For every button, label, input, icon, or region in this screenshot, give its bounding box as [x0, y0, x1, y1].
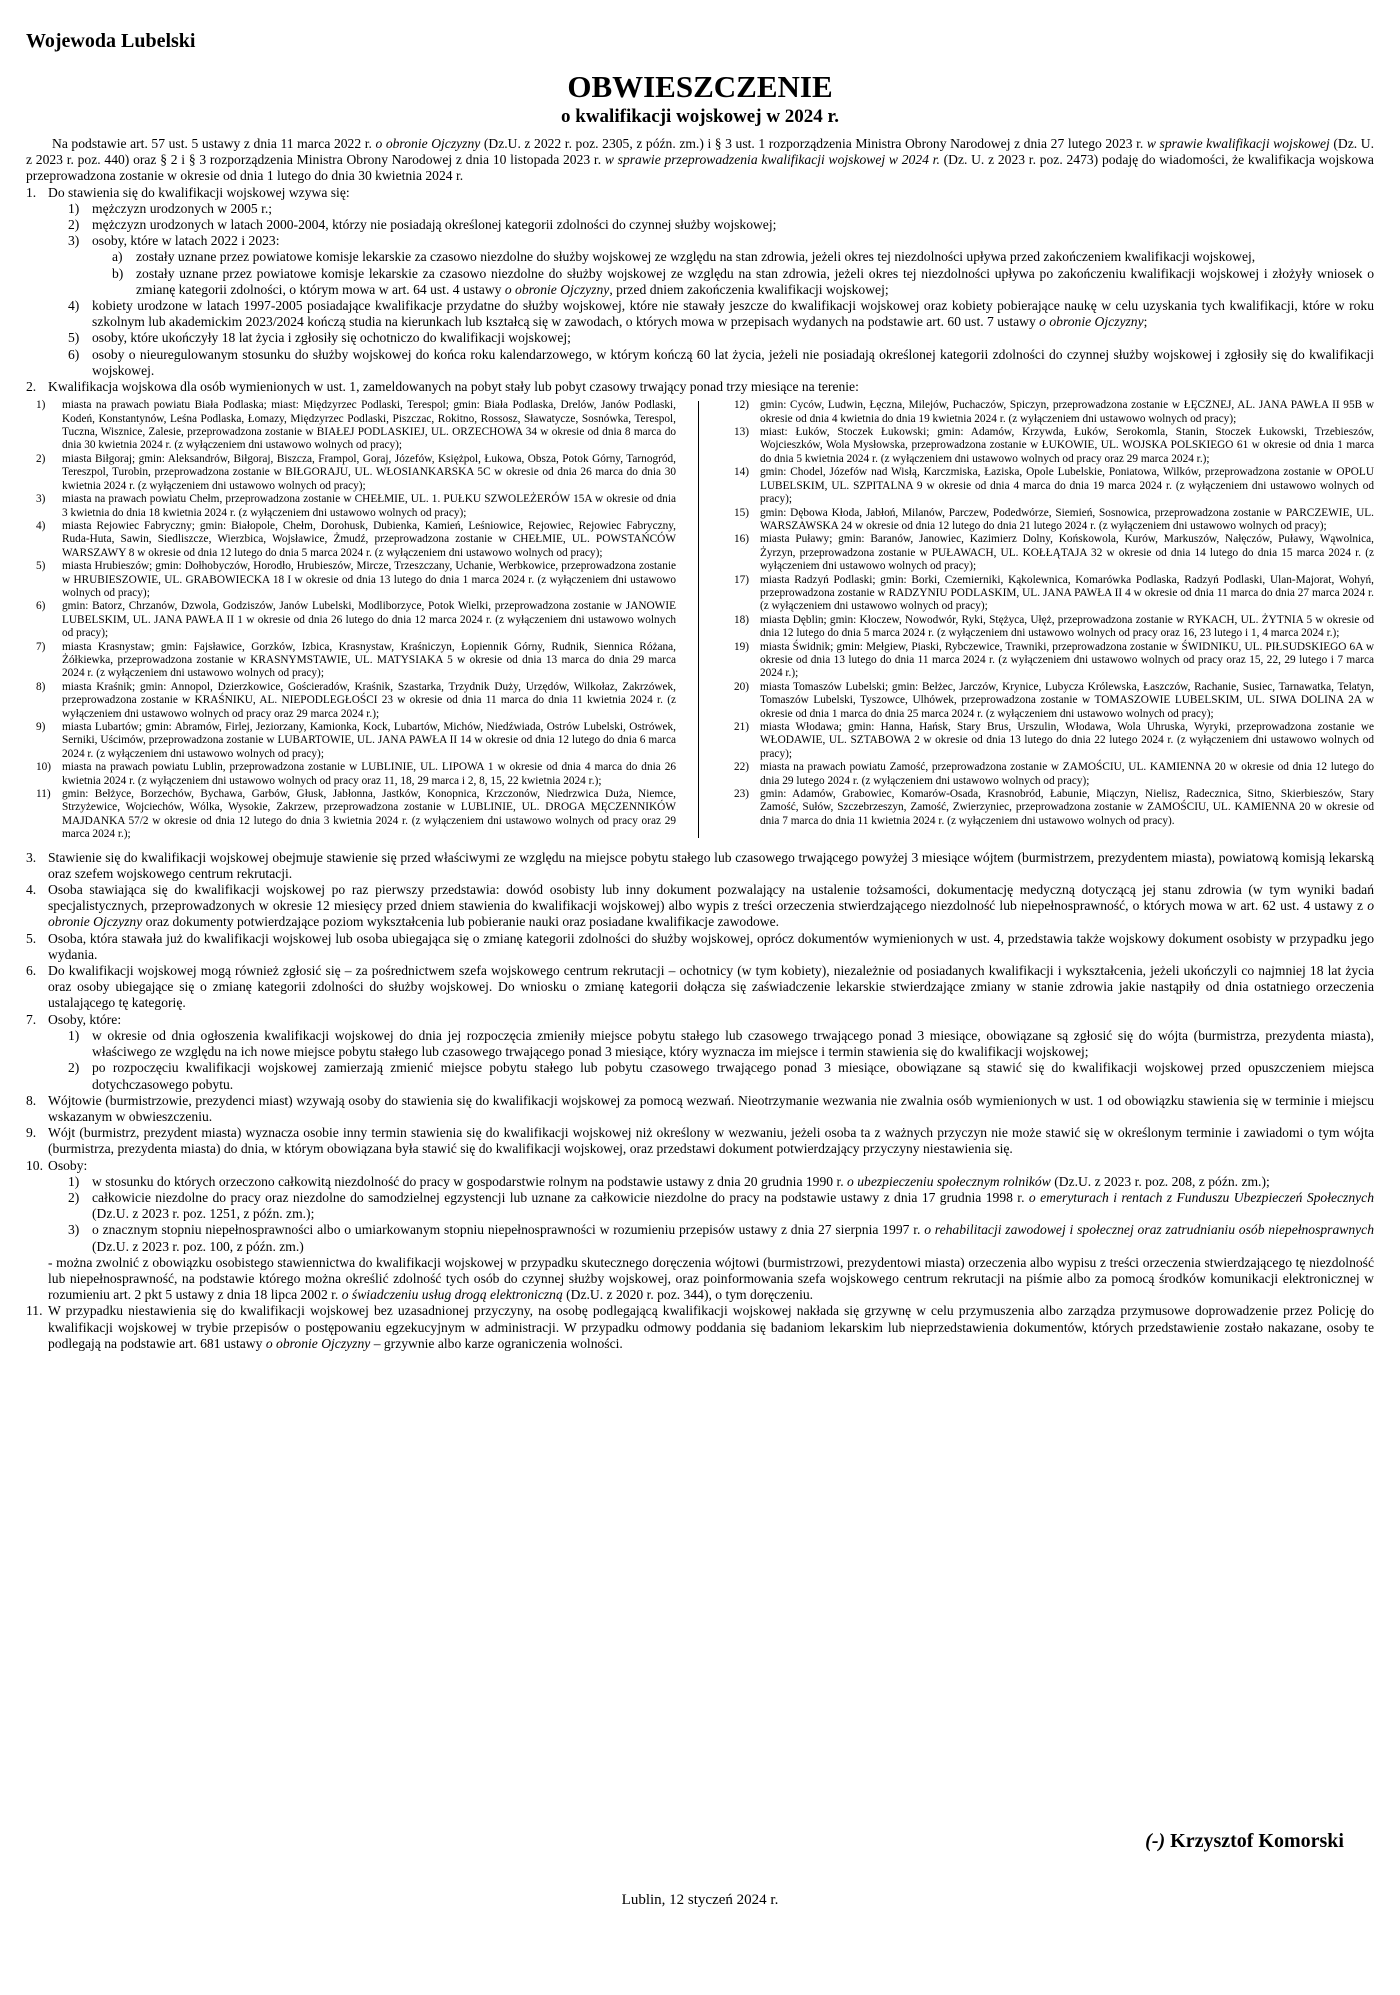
item-number: 2) — [68, 1189, 80, 1205]
column-divider — [698, 401, 699, 837]
intro-act-title: o obronie Ojczyzny — [375, 136, 481, 151]
section-text: Wójt (burmistrz, prezydent miasta) wyznacza osobie inny termin stawienia się do kwalifikacji wojskowej niż określony w wezwaniu, jeżeli osoba ta z ważnych przyczyn nie może stawić się w określonym terminie i zawiadomi o tym wójta (burmistrza, prezydenta miasta) do dnia, w którym obowiązana była stawić się do kwalifikacji wojskowej, oraz przedstawi dokument potwierdzający przyczyny niestawienia się. — [48, 1125, 1374, 1157]
section-text: Osoba, która stawała już do kwalifikacji wojskowej lub osoba ubiegająca się o zmianę kategorii zdolności do służby wojskowej, oprócz dokumentów wymienionych w ust. 4, przedstawia także wojskowy dokument osobisty w przypadku jego wydania. — [48, 930, 1374, 962]
area-text: gmin: Bełżyce, Borzechów, Bychawa, Garbów, Głusk, Jabłonna, Jastków, Konopnica, Krzczonów, Niedrzwica Duża, Niemce, Strzyżewice, Wojciechów, Wólka, Wysokie, Zakrzew, przeprowadzona zostanie w LUBLINIE, UL. DROGA MĘCZENNIKÓW MAJDANKA 57/2 w okresie od dnia 12 lutego do dnia 3 kwietnia 2024 r. (z wyłączeniem dni ustawowo wolnych od pracy oraz 29 marca 2024 r.); — [62, 788, 676, 841]
section-number: 5. — [26, 930, 37, 946]
area-number: 13) — [734, 426, 750, 439]
list-item — [48, 201, 1374, 217]
area-text: miast: Łuków, Stoczek Łukowski; gmin: Adamów, Krzywda, Łuków, Serokomla, Stanin, Stoczek Łukowski, Trzebieszów, Wojcieszków, Wola Mysłowska, przeprowadzona zostanie w ŁUKOWIE, UL. WOJSKA POLSKIEGO 61 w okresie od dnia 1 marca do dnia 5 kwietnia 2024 r. (z wyłączeniem dni ustawowo wolnych od pracy oraz 29 marca 2024 r.); — [760, 426, 1374, 465]
area-text: gmin: Adamów, Grabowiec, Komarów-Osada, Krasnobród, Łabunie, Miączyn, Nielisz, Radecznica, Sitno, Skierbieszów, Stary Zamość, Sułów, Szczebrzeszyn, Zamość, Zwierzyniec, przeprowadzona zostanie w ZAMOŚCIU, UL. KAMIENNA 20 w okresie od dnia 7 marca do dnia 11 kwietnia 2024 r. (z wyłączeniem dni ustawowo wolnych od pracy). — [760, 788, 1374, 827]
area-number: 18) — [734, 613, 750, 626]
area-item — [724, 614, 1374, 641]
area-number: 15) — [734, 506, 750, 519]
document-title: OBWIESZCZENIE — [567, 69, 833, 104]
area-text: miasta Biłgoraj; gmin: Aleksandrów, Biłgoraj, Biszcza, Frampol, Goraj, Józefów, Księżpol, Łukowa, Obsza, Potok Górny, Tarnogród, Tereszpol, Turobin, przeprowadzona zostanie w BIŁGORAJU, UL. WŁOSIANKARSKA 5C w okresie od dnia 26 marca do dnia 30 kwietnia 2024 r. (z wyłączeniem dni ustawowo wolnych od pracy); — [62, 452, 676, 492]
section-10 — [26, 1158, 1374, 1304]
area-text: miasta na prawach powiatu Chełm, przeprowadzona zostanie w CHEŁMIE, UL. 1. PUŁKU SZWOLEŻERÓW 15A w okresie od dnia 3 kwietnia do dnia 18 kwietnia 2024 r. (z wyłączeniem dni ustawowo wolnych od pracy); — [62, 493, 676, 519]
area-number: 9) — [36, 721, 46, 733]
item-text: osoby, które w latach 2022 i 2023: — [92, 233, 280, 249]
section-text: – grzywnie albo karze ograniczenia wolności. — [373, 1335, 623, 1351]
item-number: 1) — [68, 1027, 80, 1043]
area-number: 2) — [36, 452, 46, 465]
act-title: o obronie Ojczyzny — [48, 898, 1374, 930]
section-text: Osoby: — [48, 1157, 88, 1173]
area-text: gmin: Dębowa Kłoda, Jabłoń, Milanów, Parczew, Podedwórze, Siemień, Sosnowica, przeprowadzona zostanie w PARCZEWIE, UL. WARSZAWSKA 24 w okresie od dnia 12 lutego do dnia 21 lutego 2024 r. (z wyłączeniem dni ustawowo wolnych od pracy); — [760, 506, 1374, 532]
item-text: kobiety urodzone w latach 1997-2005 posiadające kwalifikacje przydatne do służby wojskowej, które nie stawały jeszcze do kwalifikacji wojskowej oraz kobiety pobierające naukę w celu uzyskania tych kwalifikacji, które w roku szkolnym lub akademickim 2023/2024 kończą studia na kierunkach lub kształcą się w zawodach, o których mowa w przepisach wydanych na podstawie art. 60 ust. 7 ustawy — [92, 298, 1374, 330]
item-text: osoby o nieuregulowanym stosunku do służby wojskowej do końca roku kalendarzowego, w którym kończą 60 lat życia, jeżeli nie posiadają określonej kategorii zdolności do czynnej służby wojskowej i zgłosiły się do kwalifikacji wojskowej. — [92, 346, 1374, 378]
area-item — [26, 600, 676, 640]
act-title: o emeryturach i rentach z Funduszu Ubezpieczeń Społecznych — [1028, 1189, 1375, 1205]
area-text: miasta Świdnik; gmin: Mełgiew, Piaski, Rybczewice, Trawniki, przeprowadzona zostanie w ŚWIDNIKU, UL. PIŁSUDSKIEGO 6A w okresie od dnia 13 lutego do dnia 11 marca 2024 r. (z wyłączeniem dni ustawowo wolnych od pracy oraz 15, 22, 29 lutego i 7 marca 2024 r.); — [760, 640, 1374, 680]
act-title: o obronie Ojczyzny — [504, 281, 610, 297]
section-number: 11. — [26, 1303, 43, 1319]
item-text: ; — [1143, 314, 1148, 330]
issuing-authority: Wojewoda Lubelski — [26, 30, 196, 52]
section-6 — [26, 963, 1374, 1012]
area-number: 11) — [36, 788, 51, 801]
section-number: 3. — [26, 849, 37, 865]
list-item — [48, 347, 1374, 379]
area-number: 10) — [36, 761, 52, 774]
item-text: całkowicie niezdolne do pracy oraz niezdolne do samodzielnej egzystencji lub uznane za całkowicie niezdolne do pracy na podstawie ustawy z dnia 17 grudnia 1998 r. — [92, 1189, 1025, 1205]
document-body — [26, 136, 1374, 1352]
area-text: gmin: Cyców, Ludwin, Łęczna, Milejów, Puchaczów, Spiczyn, przeprowadzona zostanie w ŁĘCZNEJ, AL. JANA PAWŁA II 95B w okresie od dnia 4 kwietnia do dnia 19 kwietnia 2024 r. (z wyłączeniem dni ustawowo wolnych od pracy); — [760, 399, 1374, 425]
areas-left-column — [26, 399, 676, 841]
section-10-conclusion — [48, 1255, 1374, 1304]
act-title: o świadczeniu usług drogą elektroniczną — [341, 1287, 563, 1303]
area-number: 22) — [734, 761, 750, 774]
area-text: miasta Tomaszów Lubelski; gmin: Bełżec, Jarczów, Krynice, Lubycza Królewska, Łaszczów, Rachanie, Susiec, Tarnawatka, Telatyn, Tomaszów Lubelski, Tyszowce, Ulhówek, przeprowadzona zostanie w TOMASZOWIE LUBELSKIM, UL. SIWA DOLINA 2A w okresie od dnia 1 marca do dnia 25 marca 2024 r. (z wyłączeniem dni ustawowo wolnych od pracy); — [760, 680, 1374, 720]
item-text: o znacznym stopniu niepełnosprawności albo o umiarkowanym stopniu niepełnosprawności w rozumieniu przepisów ustawy z dnia 27 sierpnia 1997 r. — [92, 1222, 921, 1238]
section-2 — [26, 379, 1374, 395]
intro-text: (Dz. U. z 2023 r. poz. 2473) podaję do wiadomości, że kwalifikacja wojskowa przeprowadzona zostanie w okresie od dnia 1 lutego do dnia 30 kwietnia 2024 r. — [26, 152, 1374, 184]
area-item — [724, 466, 1374, 506]
item-text: , przed dniem zakończenia kwalifikacji wojskowej; — [609, 281, 889, 297]
item-number: 4) — [68, 298, 80, 314]
section-number: 2. — [26, 379, 37, 395]
area-item — [26, 761, 676, 788]
area-text: miasta Hrubieszów; gmin: Dołhobyczów, Horodło, Hrubieszów, Mircze, Trzeszczany, Uchanie, Werbkowice, przeprowadzona zostanie w HRUBIESZOWIE, UL. GRABOWIECKA 18 I w okresie od dnia 13 lutego do dnia 1 marca 2024 r. (z wyłączeniem dni ustawowo wolnych od pracy); — [62, 560, 676, 599]
area-item — [724, 426, 1374, 466]
section-text: Osoba stawiająca się do kwalifikacji wojskowej po raz pierwszy przedstawia: dowód osobisty lub inny dokument pozwalający na ustalenie tożsamości, dokumentację medyczną dotyczącą jej stanu zdrowia (w tym wyniki badań specjalistycznych, przeprowadzonych w okresie 12 miesięcy przed dniem stawienia do kwalifikacji wojskowej) albo wypis z treści orzeczenia stwierdzającego niezdolność lub niepełnosprawność, o których mowa w art. 62 ust. 4 ustawy z — [48, 882, 1374, 914]
area-text: miasta Lubartów; gmin: Abramów, Firlej, Jeziorzany, Kamionka, Kock, Lubartów, Michów, Niedźwiada, Ostrów Lubelski, Ostrówek, Serniki, Uścimów, przeprowadzona zostanie w LUBARTOWIE, UL. JANA PAWŁA II 14 w okresie od dnia 12 lutego do dnia 6 marca 2024 r. (z wyłączeniem dni ustawowo wolnych od pracy); — [62, 721, 676, 760]
section-number: 10. — [26, 1157, 43, 1173]
area-item — [26, 520, 676, 560]
area-text: miasta Puławy; gmin: Baranów, Janowiec, Kazimierz Dolny, Końskowola, Kurów, Markuszów, Nałęczów, Puławy, Wąwolnica, Żyrzyn, przeprowadzona zostanie w PUŁAWACH, UL. KOŁŁĄTAJA 32 w okresie od dnia 14 lutego do dnia 15 marca 2024 r. (z wyłączeniem dni ustawowo wolnych od pracy); — [760, 533, 1374, 573]
area-item — [26, 453, 676, 493]
area-number: 3) — [36, 493, 46, 506]
area-item — [724, 641, 1374, 681]
section-5 — [26, 931, 1374, 963]
item-number: 1) — [68, 1173, 80, 1189]
area-item — [26, 721, 676, 761]
area-item — [26, 399, 676, 453]
area-text: miasta na prawach powiatu Zamość, przeprowadzona zostanie w ZAMOŚCIU, UL. KAMIENNA 20 w okresie od dnia 12 lutego do dnia 29 lutego 2024 r. (z wyłączeniem dni ustawowo wolnych od pracy); — [760, 761, 1374, 787]
area-number: 17) — [734, 573, 750, 586]
section-4 — [26, 882, 1374, 931]
area-number: 21) — [734, 721, 750, 733]
section-number: 9. — [26, 1125, 37, 1141]
list-item — [48, 1174, 1374, 1190]
area-item — [26, 788, 676, 842]
area-number: 8) — [36, 680, 46, 693]
item-number: 1) — [68, 200, 80, 216]
intro-act-title: w sprawie kwalifikacji wojskowej — [1146, 136, 1330, 151]
document-subtitle: o kwalifikacji wojskowej w 2024 r. — [561, 106, 839, 127]
item-text: mężczyzn urodzonych w 2005 r.; — [92, 200, 273, 216]
area-text: miasta Włodawa; gmin: Hanna, Hańsk, Stary Brus, Urszulin, Włodawa, Wola Uhruska, Wyryki, przeprowadzona zostanie we WŁODAWIE, UL. SZTABOWA 2 w okresie od dnia 13 lutego do dnia 22 lutego 2024 r. (z wyłączeniem dni ustawowo wolnych od pracy); — [760, 721, 1374, 760]
area-number: 4) — [36, 519, 46, 532]
section-10-items — [48, 1174, 1374, 1255]
area-text: miasta na prawach powiatu Lublin, przeprowadzona zostanie w LUBLINIE, UL. LIPOWA 1 w okresie od dnia 4 marca do dnia 26 kwietnia 2024 r. (z wyłączeniem dni ustawowo wolnych od pracy oraz 11, 18, 29 marca i 2, 8, 15, 22 kwietnia 2024 r.); — [62, 761, 676, 787]
list-item — [48, 233, 1374, 298]
intro-text: (Dz.U. z 2022 r. poz. 2305, z późn. zm.) i § 3 ust. 1 rozporządzenia Ministra Obrony Narodowej z dnia 27 lutego 2023 r. — [483, 136, 1144, 151]
area-item — [724, 788, 1374, 828]
item-text: (Dz.U. z 2023 r. poz. 208, z późn. zm.); — [1054, 1173, 1270, 1189]
area-number: 14) — [734, 466, 750, 479]
list-item — [48, 330, 1374, 346]
area-text: miasta Krasnystaw; gmin: Fajsławice, Gorzków, Izbica, Krasnystaw, Kraśniczyn, Łopiennik Górny, Rudnik, Siennica Różana, Żółkiewka, przeprowadzona zostanie w KRASNYMSTAWIE, UL. MATYSIAKA 5 w okresie od dnia 13 marca do dnia 29 marca 2024 r. (z wyłączeniem dni ustawowo wolnych od pracy); — [62, 640, 676, 680]
act-title: o rehabilitacji zawodowej i społecznej oraz zatrudnianiu osób niepełnosprawnych — [924, 1222, 1374, 1238]
item-text: (Dz.U. z 2023 r. poz. 1251, z późn. zm.); — [92, 1206, 315, 1222]
item-text: po rozpoczęciu kwalifikacji wojskowej zamierzają zmienić miejsce pobytu stałego lub pobytu czasowego trwającego ponad 3 miesiące, obowiązane są stawić się do kwalifikacji wojskowej przed opuszczeniem miejsca dotychczasowego pobytu. — [92, 1060, 1374, 1092]
section-8 — [26, 1093, 1374, 1125]
item-number: 3) — [68, 1222, 80, 1238]
area-number: 5) — [36, 560, 46, 573]
area-number: 16) — [734, 533, 750, 546]
area-text: miasta Rejowiec Fabryczny; gmin: Białopole, Chełm, Dorohusk, Dubienka, Kamień, Leśniowice, Rejowiec, Rejowiec Fabryczny, Ruda-Huta, Sawin, Siedliszcze, Wierzbica, Wojsławice, Żmudź, przeprowadzona zostanie w CHEŁMIE, UL. POWSTAŃCÓW WARSZAWY 8 w okresie od dnia 12 lutego do dnia 5 marca 2024 r. (z wyłączeniem dni ustawowo wolnych od pracy); — [62, 519, 676, 559]
item-text: w okresie od dnia ogłoszenia kwalifikacji wojskowej do dnia jej rozpoczęcia zmieniły miejsce pobytu stałego lub czasowego trwającego ponad 3 miesiące, obowiązane są zgłosić się do wójta (burmistrza, prezydenta miasta), właściwego ze względu na ich nowe miejsce pobytu stałego lub czasowego trwającego ponad 3 miesiące, który wyznacza im miejsce i termin stawienia się do kwalifikacji wojskowej; — [92, 1027, 1374, 1060]
list-item — [48, 1060, 1374, 1092]
list-item — [92, 266, 1374, 298]
list-item — [48, 1190, 1374, 1222]
section-text: Osoby, które: — [48, 1011, 122, 1027]
section-1 — [26, 185, 1374, 379]
section-number: 1. — [26, 184, 37, 200]
area-text: gmin: Chodel, Józefów nad Wisłą, Karczmiska, Łaziska, Opole Lubelskie, Poniatowa, Wilków, przeprowadzona zostanie w OPOLU LUBELSKIM, UL. SZPITALNA 9 w okresie od dnia 4 marca do dnia 19 marca 2024 r. (z wyłączeniem dni ustawowo wolnych od pracy); — [760, 466, 1374, 506]
area-text: miasta Radzyń Podlaski; gmin: Borki, Czemierniki, Kąkolewnica, Komarówka Podlaska, Radzyń Podlaski, Ulan-Majorat, Wohyń, przeprowadzona zostanie w RADZYNIU PODLASKIM, UL. JANA PAWŁA II 4 w okresie od dnia 11 marca do dnia 27 marca 2024 r. (z wyłączeniem dni ustawowo wolnych od pracy); — [760, 573, 1374, 613]
intro-text: (Dz. U. z 2023 r. poz. 440) oraz § 2 i § 3 rozporządzenia Ministra Obrony Narodowej z dnia 10 listopada 2023 r. — [26, 136, 1374, 168]
section-7 — [26, 1012, 1374, 1093]
section-11 — [26, 1303, 1374, 1352]
section-number: 4. — [26, 882, 37, 898]
section-text: Stawienie się do kwalifikacji wojskowej obejmuje stawienie się przed właściwymi ze względu na miejsce pobytu stałego lub czasowego trwającego powyżej 3 miesiące wójtem (burmistrzem, prezydentem miasta), powiatową komisją lekarską oraz szefem wojskowego centrum rekrutacji. — [48, 849, 1374, 881]
item-number: 2) — [68, 1060, 80, 1076]
section-text: Wójtowie (burmistrzowie, prezydenci miast) wzywają osoby do stawienia się do kwalifikacji wojskowej za pomocą wezwań. Nieotrzymanie wezwania nie zwalnia osób wymienionych w ust. 1 od obowiązku stawienia się w terminie i miejscu wskazanym w obwieszczeniu. — [48, 1092, 1374, 1124]
area-text: miasta Kraśnik; gmin: Annopol, Dzierzkowice, Gościeradów, Kraśnik, Szastarka, Trzydnik Duży, Urzędów, Wilkołaz, Zakrzówek, przeprowadzona zostanie w KRAŚNIKU, AL. NIEPODLEGŁOŚCI 23 w okresie od dnia 11 marca do dnia 11 kwietnia 2024 r. (z wyłączeniem dni ustawowo wolnych od pracy oraz 29 marca 2024 r.); — [62, 680, 676, 720]
intro-paragraph — [26, 136, 1374, 185]
intro-text: Na podstawie art. 57 ust. 5 ustawy z dnia 11 marca 2022 r. — [52, 136, 372, 151]
area-item — [724, 761, 1374, 788]
area-item — [724, 399, 1374, 426]
area-item — [724, 533, 1374, 573]
notice-document — [26, 30, 1374, 1352]
area-item — [724, 721, 1374, 761]
area-number: 23) — [734, 788, 750, 801]
act-title: o obronie Ojczyzny — [1039, 314, 1144, 330]
area-number: 12) — [734, 399, 750, 412]
section-text: Kwalifikacja wojskowa dla osób wymienionych w ust. 1, zameldowanych na pobyt stały lub pobyt czasowy trwający ponad trzy miesiące na terenie: — [48, 379, 859, 395]
item-letter: b) — [112, 265, 124, 281]
area-item — [26, 681, 676, 721]
qualification-areas — [26, 399, 1374, 841]
item-text: (Dz.U. z 2023 r. poz. 100, z późn. zm.) — [92, 1238, 304, 1254]
area-number: 1) — [36, 399, 46, 412]
signature — [1145, 1830, 1344, 1853]
area-item — [26, 560, 676, 600]
item-number: 3) — [68, 233, 80, 249]
area-item — [724, 681, 1374, 721]
section-text: Do kwalifikacji wojskowej mogą również zgłosić się – za pośrednictwem szefa wojskowego centrum rekrutacji – ochotnicy (w tym kobiety), niezależnie od posiadanych kwalifikacji i wykształcenia, jeżeli ukończyli co najmniej 18 lat życia oraz osoby ubiegające się o zmianę kategorii zdolności do służby wojskowej. Do wniosku o zmianę kategorii dołącza się zaświadczenie lekarskie stwierdzające zmiany w stanie zdrowia jakie nastąpiły od dnia ostatniego orzeczenia ustalającego tę kategorię. — [48, 963, 1374, 1011]
area-text: miasta Dęblin; gmin: Kłoczew, Nowodwór, Ryki, Stężyca, Ułęż, przeprowadzona zostanie w RYKACH, UL. ŻYTNIA 5 w okresie od dnia 12 lutego do dnia 5 marca 2024 r. (z wyłączeniem dni ustawowo wolnych od pracy oraz 16, 23 lutego i 1, 4 marca 2024 r.); — [760, 613, 1374, 640]
area-item — [26, 641, 676, 681]
signature-prefix: (-) — [1145, 1830, 1166, 1852]
item-text: zostały uznane przez powiatowe komisje lekarskie za czasowo niezdolne do służby wojskowej ze względu na stan zdrowia, jeżeli okres tej niezdolności upływa po zakończeniu kwalifikacji wojskowej i złożyły wniosek o zmianę kategorii zdolności, o którym mowa w art. 64 ust. 4 ustawy — [136, 265, 1374, 297]
section-7-items — [48, 1028, 1374, 1093]
section-9 — [26, 1125, 1374, 1157]
place-and-date: Lublin, 12 styczeń 2024 r. — [621, 1892, 779, 1908]
section-text: oraz dokumenty potwierdzające poziom wykształcenia lub pobieranie nauki oraz posiadane kwalifikacje zawodowe. — [145, 914, 780, 930]
list-item — [92, 249, 1374, 265]
area-item — [724, 507, 1374, 534]
list-item — [48, 217, 1374, 233]
act-title: o ubezpieczeniu społecznym rolników — [847, 1173, 1051, 1189]
act-title: o obronie Ojczyzny — [265, 1335, 371, 1351]
area-text: gmin: Batorz, Chrzanów, Dzwola, Godziszów, Janów Lubelski, Modliborzyce, Potok Wielki, przeprowadzona zostanie w JANOWIE LUBELSKIM, UL. JANA PAWŁA II 1 w okresie od dnia 26 lutego do dnia 12 marca 2024 r. (z wyłączeniem dni ustawowo wolnych od pracy); — [62, 600, 676, 640]
main-sections-continued — [26, 850, 1374, 1352]
item-text: osoby, które ukończyły 18 lat życia i zgłosiły się ochotniczo do kwalifikacji wojskowej; — [92, 330, 571, 346]
section-text: (Dz.U. z 2020 r. poz. 344), o tym doręczeniu. — [566, 1287, 814, 1303]
section-text: Do stawienia się do kwalifikacji wojskowej wzywa się: — [48, 184, 350, 200]
intro-act-title: w sprawie przeprowadzenia kwalifikacji wojskowej w 2024 r. — [604, 152, 940, 168]
section-number: 7. — [26, 1011, 37, 1027]
section-number: 8. — [26, 1092, 37, 1108]
section-number: 6. — [26, 963, 37, 979]
section-text: - można zwolnić z obowiązku osobistego stawiennictwa do kwalifikacji wojskowej w przypadku skutecznego doręczenia wójtowi (burmistrzowi, prezydentowi miasta) orzeczenia albo wypisu z treści orzeczenia stwierdzającego tę niezdolność lub niepełnosprawność, na podstawie którego można określić zdolność tych osób do czynnej służby wojskowej, oraz poinformowania szefa wojskowego centrum rekrutacji na piśmie albo za pomocą środków komunikacji elektronicznej w rozumieniu art. 2 pkt 5 ustawy z dnia 18 lipca 2002 r. — [48, 1254, 1374, 1303]
section-text: W przypadku niestawienia się do kwalifikacji wojskowej bez uzasadnionej przyczyny, na osobę podlegającą kwalifikacji wojskowej nakłada się grzywnę w celu przymuszenia albo zarządza przymusowe doprowadzenie przez Policję do kwalifikacji wojskowej w trybie przepisów o postępowaniu egzekucyjnym w administracji. W przypadku odmowy poddania się badaniom lekarskim lub nieprzedstawienia dokumentów, których przedstawienie zostało nakazane, osoby te podlegają na podstawie art. 681 ustawy — [48, 1303, 1374, 1351]
item-text: zostały uznane przez powiatowe komisje lekarskie za czasowo niezdolne do służby wojskowej ze względu na stan zdrowia, jeżeli okres tej niezdolności upływa przed zakończeniem kwalifikacji wojskowej, — [136, 249, 1256, 265]
area-number: 19) — [734, 640, 750, 653]
list-item — [48, 298, 1374, 330]
section-1-items — [48, 201, 1374, 379]
item-text: w stosunku do których orzeczono całkowitą niezdolność do pracy w gospodarstwie rolnym na podstawie ustawy z dnia 20 grudnia 1990 r. — [92, 1173, 844, 1189]
area-item — [724, 574, 1374, 614]
area-number: 6) — [36, 600, 46, 613]
area-number: 20) — [734, 680, 750, 693]
item-number: 6) — [68, 346, 80, 362]
list-item — [48, 1222, 1374, 1254]
area-number: 7) — [36, 640, 46, 653]
item-letter: a) — [112, 249, 123, 265]
areas-right-column — [724, 399, 1374, 841]
sub-items — [92, 249, 1374, 298]
item-number: 5) — [68, 330, 80, 346]
section-3 — [26, 850, 1374, 882]
item-text: mężczyzn urodzonych w latach 2000-2004, którzy nie posiadają określonej kategorii zdolności do czynnej służby wojskowej; — [92, 217, 777, 233]
area-item — [26, 493, 676, 520]
item-number: 2) — [68, 217, 80, 233]
list-item — [48, 1028, 1374, 1060]
main-sections — [26, 185, 1374, 396]
signatory-name: Krzysztof Komorski — [1170, 1830, 1344, 1852]
area-text: miasta na prawach powiatu Biała Podlaska; miast: Międzyrzec Podlaski, Terespol; gmin: Biała Podlaska, Drelów, Janów Podlaski, Kodeń, Konstantynów, Leśna Podlaska, Łomazy, Międzyrzec Podlaski, Piszczac, Rokitno, Rossosz, Sławatycze, Sosnówka, Terespol, Tuczna, Wisznice, Zalesie, przeprowadzona zostanie w BIAŁEJ PODLASKIEJ, UL. ORZECHOWA 34 w okresie od dnia 8 marca do dnia 30 kwietnia 2024 r. (z wyłączeniem dni ustawowo wolnych od pracy); — [62, 399, 676, 452]
